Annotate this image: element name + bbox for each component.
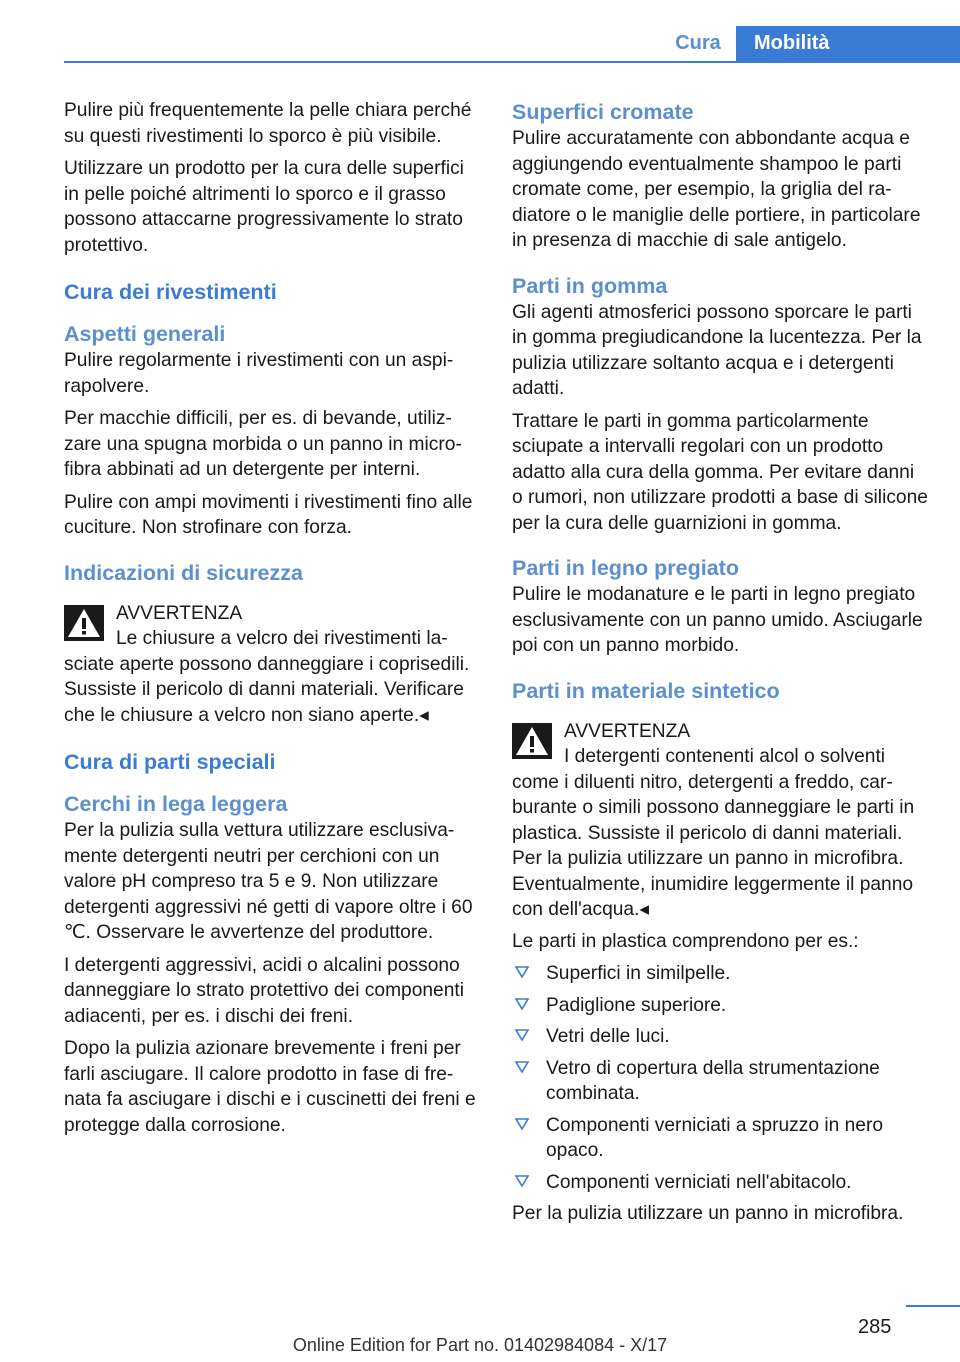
paragraph: Per macchie difficili, per es. di bevande, utilizzare una spugna morbida o un panno in microfibra abbinati ad un detergente per interni. [64, 408, 462, 480]
warning-block [512, 719, 930, 923]
paragraph: Per la pulizia utilizzare un panno in microfibra. [512, 1203, 904, 1224]
tab-mobilita[interactable]: Mobilità [736, 26, 960, 62]
subheading-parti-gomma: Parti in gomma [512, 273, 668, 298]
paragraph: Trattare le parti in gomma particolarmente sciupate a intervalli regolari con un prodotto adatto alla cura della gomma. Per evitare danni o rumori, non utilizzare prodotti a base di silicone per la cura delle guarnizioni in gomma. [512, 410, 928, 534]
triangle-bullet-icon [514, 996, 530, 1012]
warning-block [64, 601, 482, 729]
subheading-superfici-cromate: Superfici cromate [512, 100, 694, 124]
triangle-bullet-icon [514, 964, 530, 980]
paragraph: Pulire più frequentemente la pelle chiara perché su questi rivestimenti lo sporco è più visibile. [64, 100, 472, 147]
warning-title: AVVERTENZA [564, 720, 691, 742]
edition-footer: Online Edition for Part no. 01402984084 - X/17 [292, 1335, 668, 1355]
paragraph: Dopo la pulizia azionare brevemente i freni per farli asciugare. Il calore prodotto in fase di frenata fa asciugare i dischi e i cuscinetti dei freni e protegge dalla corrosione. [64, 1038, 476, 1136]
subheading-indicazioni-sicurezza: Indicazioni di sicurezza [64, 560, 303, 585]
paragraph: Pulire con ampi movimenti i rivestimenti fino alle cuciture. Non strofinare con forza. [64, 491, 473, 538]
bullet-list [512, 961, 930, 1195]
subheading-materiale-sintetico: Parti in materiale sintetico [512, 678, 780, 703]
subheading-cerchi: Cerchi in lega leggera [64, 792, 288, 816]
list-item [512, 1170, 930, 1196]
list-item [512, 1113, 930, 1164]
triangle-bullet-icon [514, 1173, 530, 1189]
list-item [512, 1056, 930, 1107]
right-column [512, 98, 930, 1234]
list-item [512, 961, 930, 987]
list-item [512, 1024, 930, 1050]
warning-title: AVVERTENZA [116, 602, 243, 624]
tab-cura[interactable]: Cura [675, 32, 721, 54]
subheading-parti-legno: Parti in legno pregiato [512, 556, 739, 580]
paragraph: Pulire le modanature e le parti in legno pregiato esclusivamente con un panno umido. Asciugarle poi con un panno morbido. [512, 584, 923, 656]
triangle-bullet-icon [514, 1027, 530, 1043]
section-heading-cura-rivestimenti: Cura dei rivestimenti [64, 280, 277, 304]
paragraph: I detergenti aggressivi, acidi o alcalini possono danneggiare lo strato protettivo dei componenti adiacenti, per es. i dischi dei freni. [64, 954, 464, 1027]
triangle-bullet-icon [514, 1059, 530, 1075]
paragraph: Pulire regolarmente i rivestimenti con un aspirapolvere. [64, 350, 454, 397]
list-item-text: Vetro di copertura della strumentazione combinata. [546, 1057, 880, 1104]
paragraph: Gli agenti atmosferici possono sporcare le parti in gomma pregiudicandone la lucentezza. Per la pulizia utilizzare soltanto acqua e i detergenti adatti. [512, 301, 922, 399]
paragraph: Utilizzare un prodotto per la cura delle superfici in pelle poiché altrimenti lo sporco e il grasso possono attaccarne progressivamente lo strato protettivo. [64, 158, 464, 256]
list-item [512, 993, 930, 1019]
list-item-text: Componenti verniciati nell'abitacolo. [546, 1171, 852, 1193]
paragraph: Pulire accuratamente con abbondante acqua e aggiungendo eventualmente shampoo le parti cromate come, per esempio, la griglia del radiatore o le maniglie delle portiere, in particolare in presenza di macchie di sale antigelo. [512, 128, 921, 251]
warning-text: I detergenti contenenti alcol o solventi come i diluenti nitro, detergenti a freddo, carburante o simili possono danneggiare le parti in plastica. Sussiste il pericolo di danni materiali. Per la pulizia utilizzare un panno in microfibra. Eventualmente, inumidire leggermente il panno con dell'acqua.◂ [512, 746, 915, 920]
paragraph: Le parti in plastica comprendono per es.: [512, 930, 859, 952]
section-heading-parti-speciali: Cura di parti speciali [64, 750, 276, 774]
left-column [64, 98, 482, 1145]
footer-rule [906, 1305, 960, 1307]
page-number: 285 [858, 1316, 892, 1338]
list-item-text: Superfici in similpelle. [546, 963, 731, 984]
list-item-text: Vetri delle luci. [546, 1026, 670, 1047]
warning-text: Le chiusure a velcro dei rivestimenti lasciate aperte possono danneggiare i coprisedili. Sussiste il pericolo di danni materiali. Verificare che le chiusure a velcro non siano aperte.◂ [64, 628, 470, 726]
paragraph: Per la pulizia sulla vettura utilizzare esclusivamente detergenti neutri per cerchioni con un valore pH compreso tra 5 e 9. Non utilizzare detergenti aggressivi né getti di vapore oltre i 60 ℃. Osservare le avvertenze del produttore. [64, 820, 473, 943]
triangle-bullet-icon [514, 1116, 530, 1132]
warning-triangle-icon [512, 723, 552, 759]
warning-triangle-icon [64, 605, 104, 641]
subheading-aspetti-generali: Aspetti generali [64, 322, 226, 346]
list-item-text: Componenti verniciati a spruzzo in nero opaco. [546, 1114, 884, 1161]
list-item-text: Padiglione superiore. [546, 994, 727, 1016]
